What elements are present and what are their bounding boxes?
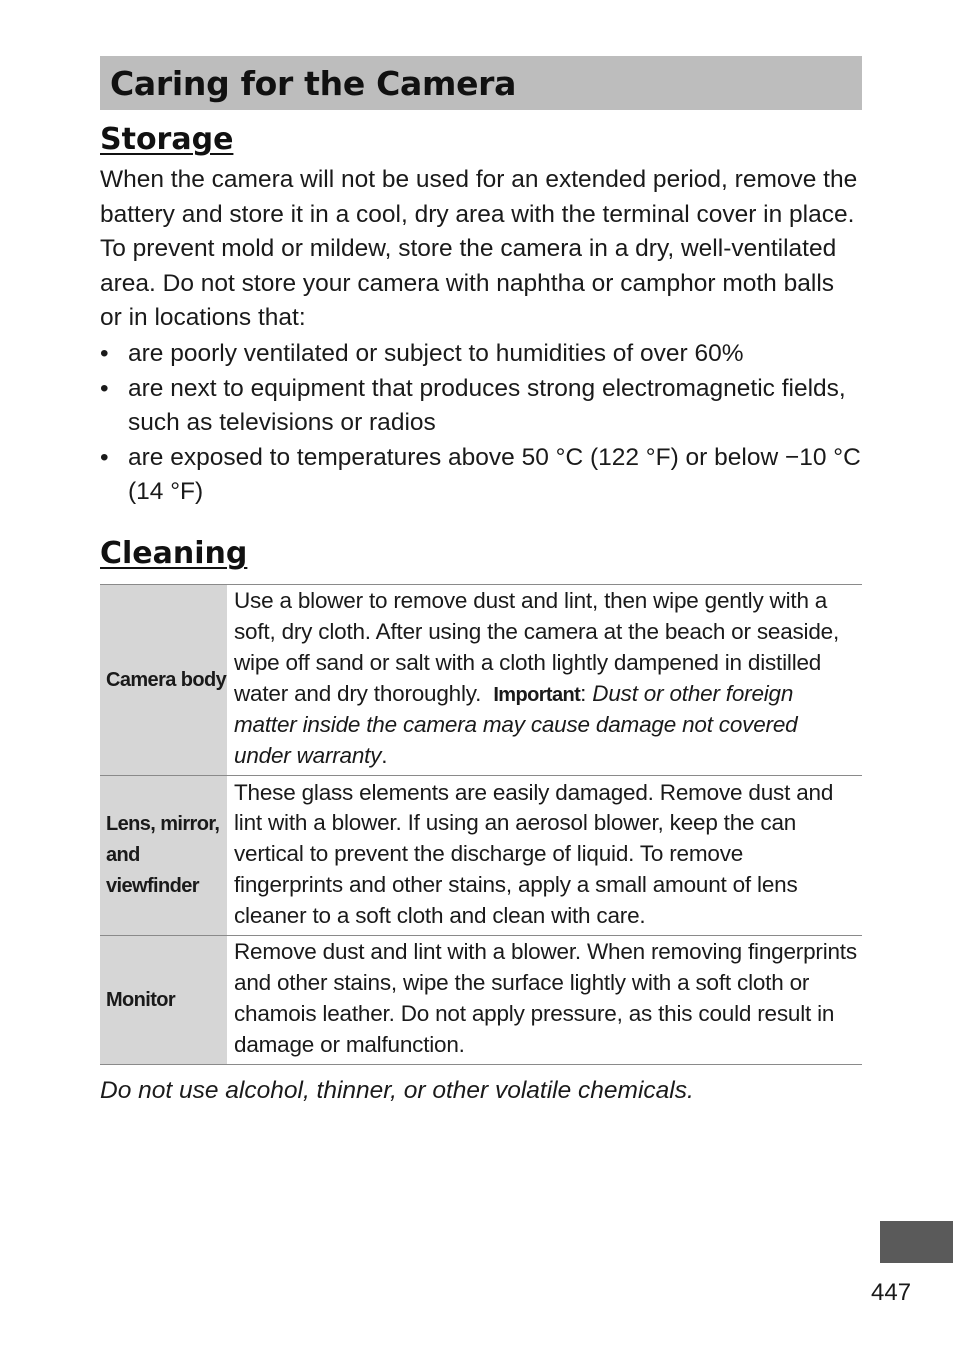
page-number: 447 bbox=[871, 1279, 912, 1306]
list-item bbox=[100, 441, 862, 510]
cleaning-heading: Cleaning bbox=[100, 536, 248, 571]
storage-bullet-list bbox=[100, 337, 862, 510]
row-description: Remove dust and lint with a blower. When removing fingerprints and other stains, wipe the surface lightly with a soft cloth or chamois leather. Do not apply pressure, as this could result in damage or malfunction. bbox=[227, 936, 862, 1065]
footer-note: Do not use alcohol, thinner, or other volatile chemicals. bbox=[100, 1077, 694, 1104]
bullet-icon: • bbox=[100, 443, 109, 471]
list-item-text: are exposed to temperatures above 50 °C (122 °F) or below −10 °C (14 °F) bbox=[128, 443, 861, 506]
description-text: Use a blower to remove dust and lint, then wipe gently with a soft, dry cloth. After using the camera at the beach or seaside, wipe off sand or salt with a cloth lightly dampened in distilled water and dry thoroughly. bbox=[234, 588, 840, 706]
list-item bbox=[100, 372, 862, 441]
list-item-text: are poorly ventilated or subject to humidities of over 60% bbox=[128, 340, 744, 367]
page-title-bar bbox=[100, 56, 862, 110]
table-row bbox=[100, 936, 862, 1065]
table-row bbox=[100, 585, 862, 776]
row-label-camera-body: Camera body bbox=[100, 585, 227, 776]
list-item-text: are next to equipment that produces strong electromagnetic fields, such as televisions or radios bbox=[128, 374, 846, 437]
table-row bbox=[100, 776, 862, 936]
important-end: . bbox=[381, 743, 388, 769]
important-separator: : bbox=[580, 680, 593, 706]
important-label: Important bbox=[493, 683, 581, 706]
list-item bbox=[100, 337, 862, 372]
storage-paragraph: When the camera will not be used for an extended period, remove the battery and store it in a cool, dry area with the terminal cover in place. To prevent mold or mildew, store the camera in a dry, well-ventilated area. Do not store your camera with naphtha or camphor moth balls or in locations that: bbox=[100, 166, 858, 332]
section-tab-marker bbox=[880, 1221, 953, 1263]
page-title: Caring for the Camera bbox=[110, 63, 517, 103]
bullet-icon: • bbox=[100, 374, 109, 402]
storage-heading: Storage bbox=[100, 122, 234, 157]
row-label-lens: Lens, mirror, and viewfinder bbox=[100, 776, 227, 936]
row-label-monitor: Monitor bbox=[100, 936, 227, 1065]
cleaning-table bbox=[100, 584, 862, 1065]
bullet-icon: • bbox=[100, 340, 109, 367]
row-description: These glass elements are easily damaged. Remove dust and lint with a blower. If using an aerosol blower, keep the can vertical to prevent the discharge of liquid. To remove fingerprints and other stains, apply a small amount of lens cleaner to a soft cloth and clean with care. bbox=[227, 776, 862, 936]
row-description bbox=[227, 585, 862, 776]
important-note: Dust or other foreign matter inside the camera may cause damage not covered under warranty bbox=[234, 680, 798, 769]
